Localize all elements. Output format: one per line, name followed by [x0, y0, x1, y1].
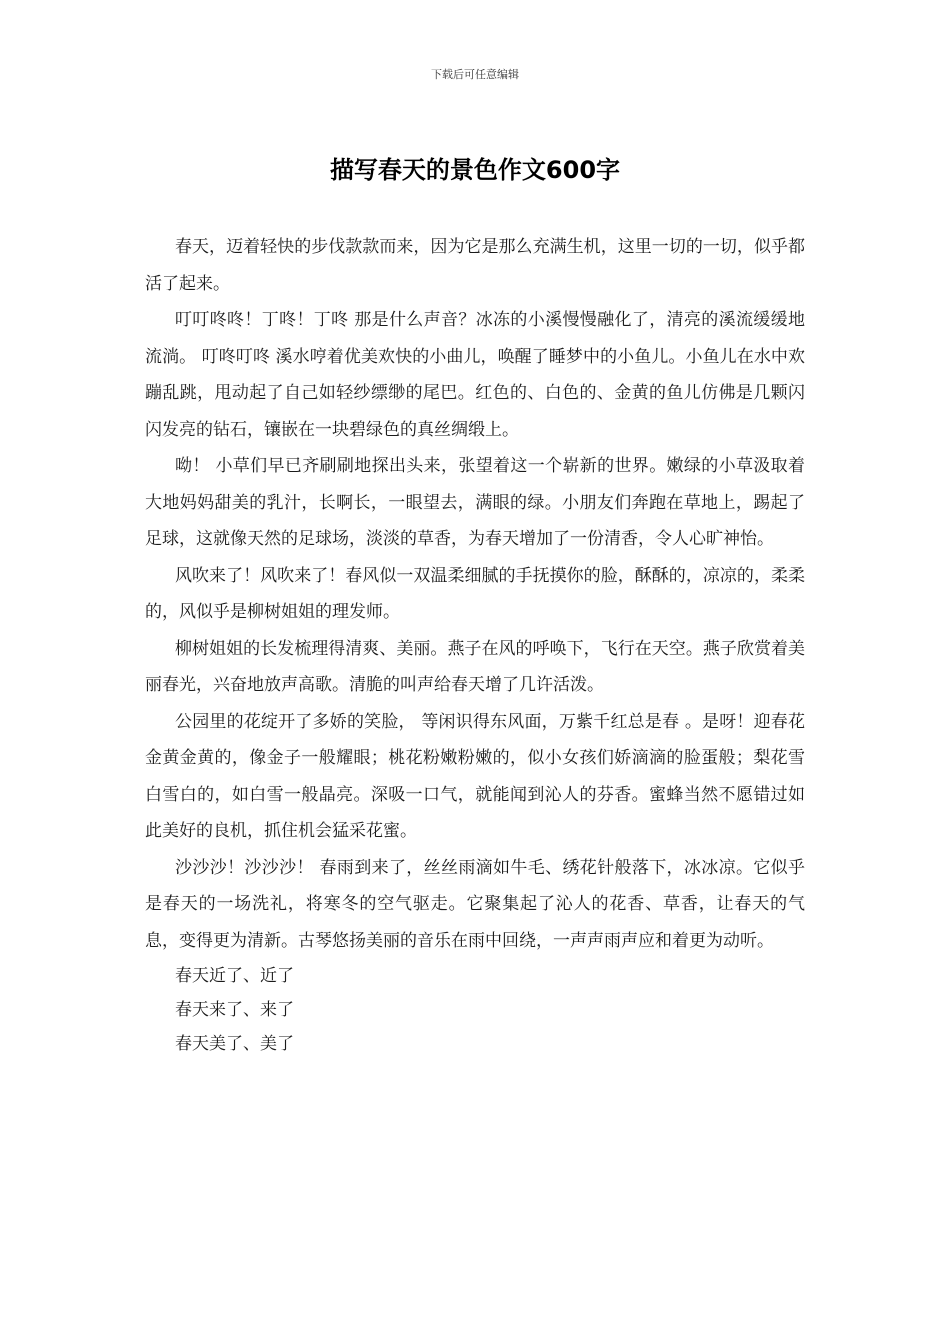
- closing-line-3: 春天美了、美了: [175, 1034, 294, 1054]
- paragraph-5: 柳树姐姐的长发梳理得清爽、美丽。燕子在风的呼唤下，飞行在天空。燕子欣赏着美丽春光，兴奋地放声高歌。清脆的叫声给春天增了几许活泼。: [145, 638, 805, 695]
- paragraph-2: 叮叮咚咚！丁咚！丁咚 那是什么声音？冰冻的小溪慢慢融化了，清亮的溪流缓缓地流淌。 叮咚叮咚 溪水哼着优美欢快的小曲儿，唤醒了睡梦中的小鱼儿。小鱼儿在水中欢蹦乱跳，甩动起了自己如轻纱缥缈的尾巴。红色的、白色的、金黄的鱼儿仿佛是几颗闪闪发亮的钻石，镶嵌在一块碧绿色的真丝绸缎上。: [145, 310, 805, 440]
- paragraph-3: 呦！ 小草们早已齐刷刷地探出头来，张望着这一个崭新的世界。嫩绿的小草汲取着大地妈妈甜美的乳汁，长啊长，一眼望去，满眼的绿。小朋友们奔跑在草地上，踢起了足球，这就像天然的足球场，淡淡的草香，为春天增加了一份清香，令人心旷神怡。: [145, 456, 805, 549]
- document-title: 描写春天的景色作文600字: [329, 156, 621, 184]
- paragraph-1: 春天，迈着轻快的步伐款款而来，因为它是那么充满生机，这里一切的一切，似乎都活了起来。: [145, 237, 805, 294]
- paragraph-4: 风吹来了！风吹来了！春风似一双温柔细腻的手抚摸你的脸，酥酥的，凉凉的，柔柔的，风似乎是柳树姐姐的理发师。: [145, 565, 805, 622]
- closing-line-1: 春天近了、近了: [175, 966, 294, 986]
- document-body: [145, 229, 805, 1061]
- paragraph-6: 公园里的花绽开了多娇的笑脸， 等闲识得东风面，万紫千红总是春 。是呀！迎春花金黄金黄的，像金子一般耀眼；桃花粉嫩粉嫩的，似小女孩们娇滴滴的脸蛋般；梨花雪白雪白的，如白雪一般晶亮。深吸一口气，就能闻到沁人的芬香。蜜蜂当然不愿错过如此美好的良机，抓住机会猛采花蜜。: [145, 711, 805, 841]
- closing-line-2: 春天来了、来了: [175, 1000, 294, 1020]
- paragraph-7: 沙沙沙！沙沙沙！ 春雨到来了，丝丝雨滴如牛毛、绣花针般落下，冰冰凉。它似乎是春天的一场洗礼，将寒冬的空气驱走。它聚集起了沁人的花香、草香，让春天的气息，变得更为清新。古琴悠扬美丽的音乐在雨中回绕，一声声雨声应和着更为动听。: [145, 857, 805, 951]
- header-note: 下载后可任意编辑: [431, 68, 519, 81]
